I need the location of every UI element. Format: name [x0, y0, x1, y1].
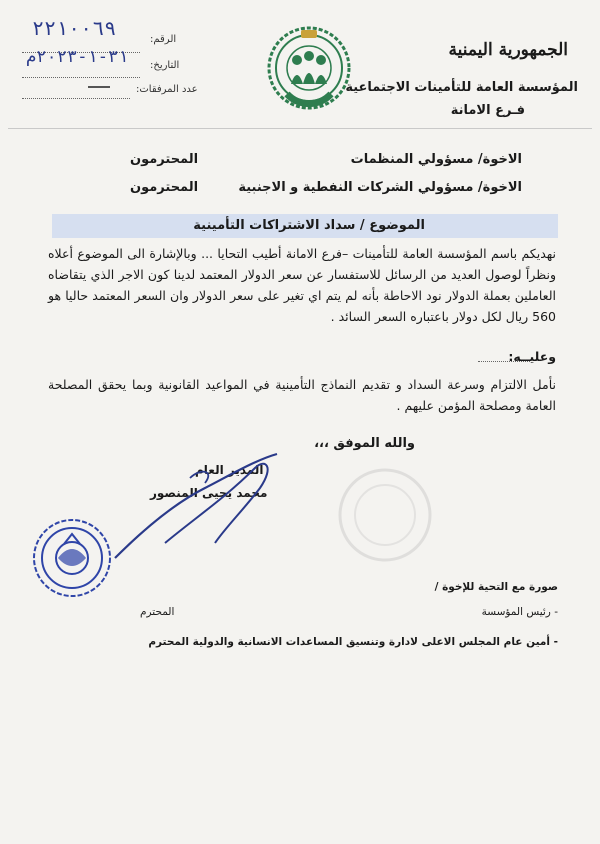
cc-recipient: - رئيس المؤسسة — [481, 606, 558, 618]
subject-line: الموضوع / سداد الاشتراكات التأمينية — [193, 218, 425, 233]
cc-recipient: - أمين عام المجلس الاعلى لادارة وتنسيق المساعدات الانسانية والدولية المحترم — [148, 636, 558, 648]
date-label: التاريخ: — [150, 60, 180, 71]
closing-line: والله الموفق ،،، — [314, 436, 415, 451]
body-paragraph: نأمل الالتزام وسرعة السداد و تقديم النماذج التأمينية في المواعيد القانونية وبما يحقق المصلحة العامة ومصلحة المؤمن عليهم . — [48, 377, 556, 413]
body-paragraph: نهديكم باسم المؤسسة العامة للتأمينات –فرع الامانة أطيب التحايا ... وبالإشارة الى الموضوع أعلاه ونظراً لوصول العديد من الرسائل للاستفسار عن سعر الدولار المعتمد لدينا كون الاجر الذي يتقاضاه العاملين بعملة الدولار نود الاحاطة بأنه لم يتم اي تغير على سعر الدولار وان السعر المعتمد حاليا هو 560 ريال لكل دولار باعتباره السعر السائد . — [48, 246, 556, 324]
addressee-honorific: المحترمون — [130, 152, 199, 167]
heading-dotted-line — [478, 361, 530, 362]
organization-logo — [265, 22, 353, 114]
date-dotted-line — [22, 77, 140, 78]
attachments-label: عدد المرفقات: — [136, 84, 198, 95]
number-label: الرقم: — [150, 34, 177, 45]
addressee-honorific: المحترمون — [130, 180, 199, 195]
reference-number: ٢٢١٠٠٦٩ — [32, 16, 117, 40]
cc-honorific: المحترم — [140, 606, 175, 618]
and-after-heading: وعليــه: — [508, 349, 556, 364]
attachments-dotted-line — [22, 98, 130, 99]
header-divider — [8, 128, 592, 129]
republic-title: الجمهورية اليمنية — [448, 40, 568, 60]
cc-heading: صورة مع التحية للإخوة / — [434, 581, 558, 593]
handwritten-signature — [105, 448, 285, 568]
branch-name: فـرع الامانة — [450, 103, 525, 118]
letter-date: ٣١-١-٢٠٢٣م — [26, 47, 129, 67]
organization-name: المؤسسة العامة للتأمينات الاجتماعية — [345, 80, 578, 95]
official-seal — [20, 514, 124, 602]
addressee-line: الاخوة/ مسؤولي المنظمات — [350, 152, 522, 167]
attachments-mark — [88, 86, 110, 88]
signatory-name: محمد يحيى المنصور — [150, 486, 268, 500]
signatory-title: المدير العام — [195, 463, 264, 477]
faded-stamp — [330, 460, 440, 570]
addressee-line: الاخوة/ مسؤولي الشركات النفطية و الاجنبية — [238, 180, 522, 195]
